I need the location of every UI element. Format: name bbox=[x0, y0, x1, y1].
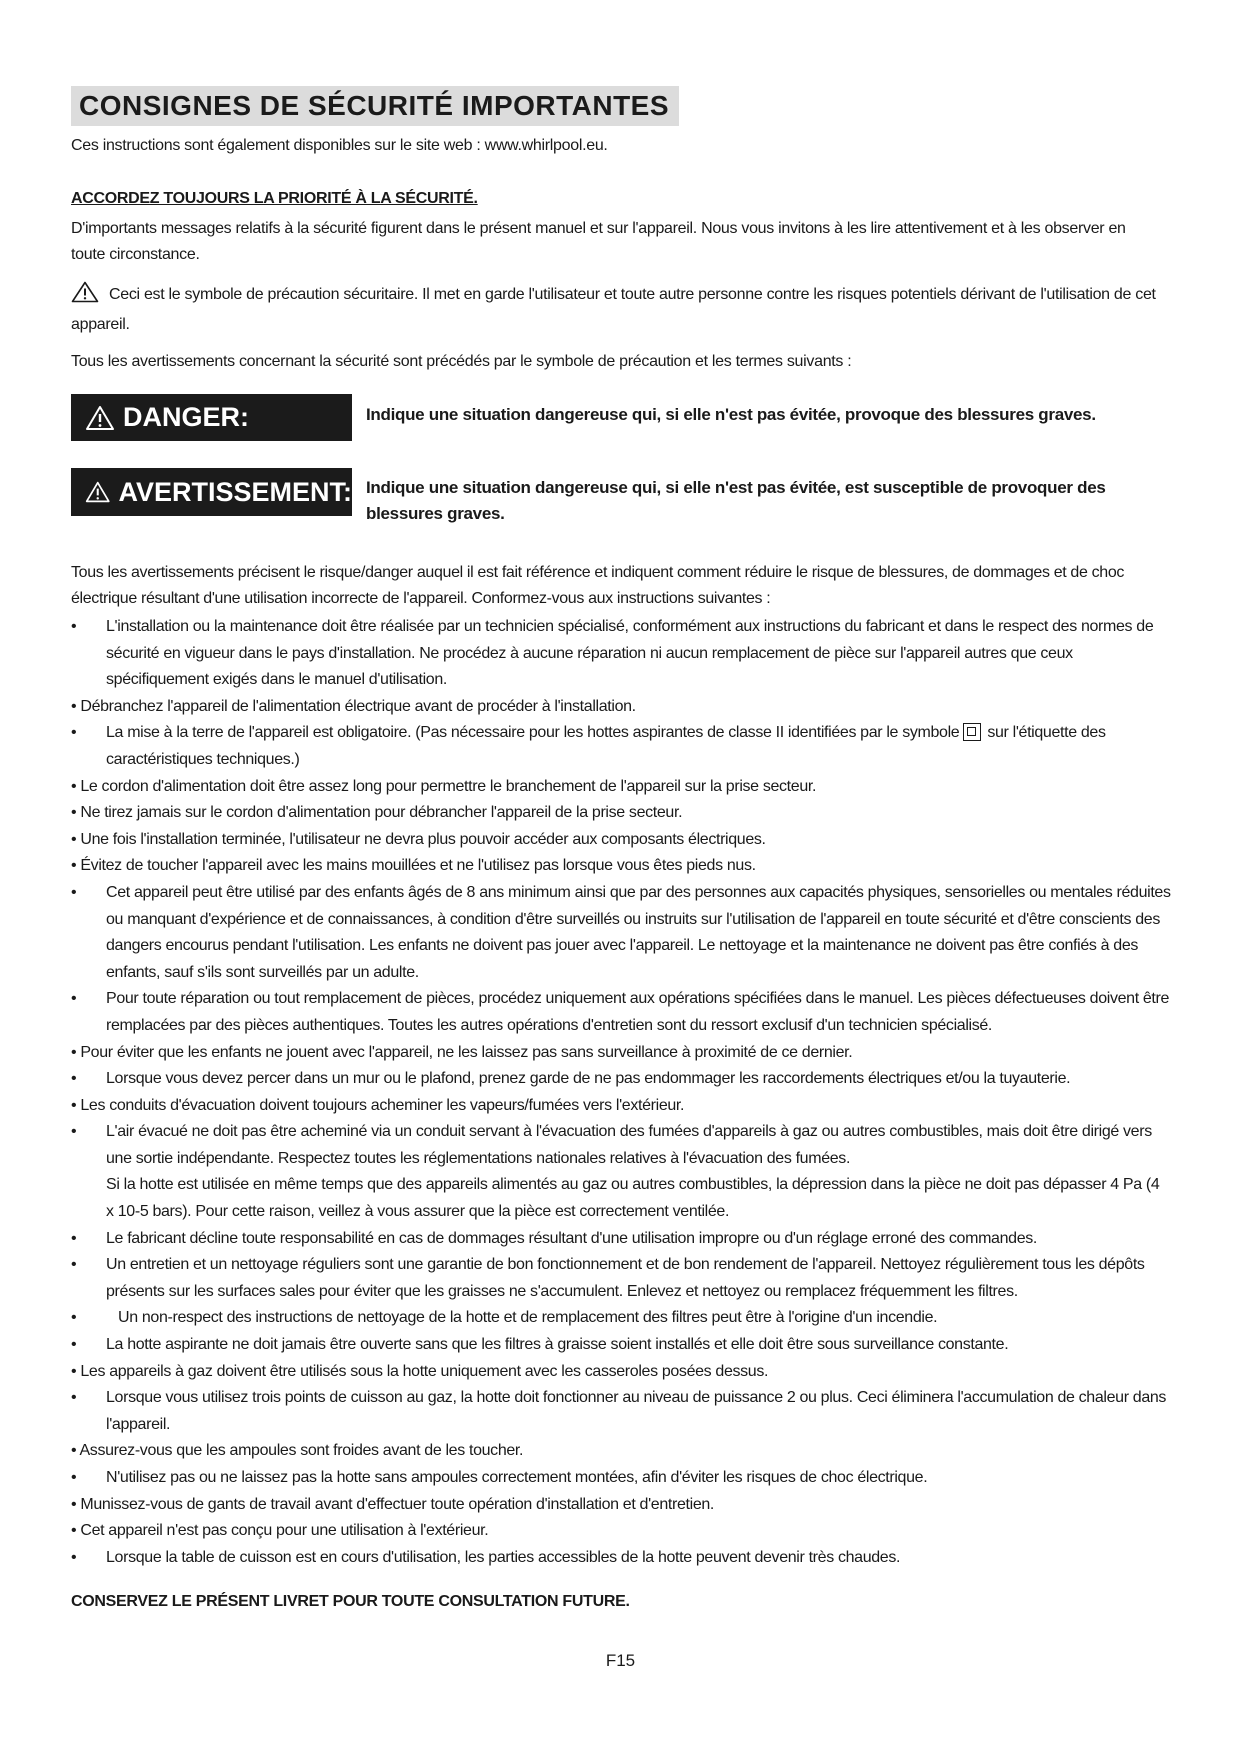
list-item-text: Si la hotte est utilisée en même temps que des appareils alimentés au gaz ou autres combustibles, la dépression dans la pièce ne doit pas dépasser 4 Pa (4 x 10-5 bars). Pour cette raison, veillez à vous assurer que la pièce est correctement ventilée. bbox=[106, 1176, 1160, 1221]
list-item bbox=[71, 720, 1171, 773]
list-item: • Le cordon d'alimentation doit être assez long pour permettre le branchement de l'appareil sur la prise secteur. bbox=[71, 774, 1171, 801]
safety-instructions-list bbox=[71, 614, 1171, 1571]
danger-description: Indique une situation dangereuse qui, si elle n'est pas évitée, provoque des blessures graves. bbox=[366, 405, 1096, 424]
all-warnings-paragraph: Tous les avertissements précisent le risque/danger auquel il est fait référence et indiquent comment réduire le risque de blessures, de dommages et de choc électrique résultant d'une utilisation incorrecte de l'appareil. Conformez-vous aux instructions suivantes : bbox=[71, 564, 1125, 607]
list-item bbox=[71, 1119, 1171, 1225]
list-item: • Assurez-vous que les ampoules sont froides avant de les toucher. bbox=[71, 1438, 1171, 1465]
warnings-intro: Tous les avertissements concernant la sécurité sont précédés par le symbole de précaution et les termes suivants : bbox=[71, 353, 852, 370]
list-item: • Lorsque vous utilisez trois points de cuisson au gaz, la hotte doit fonctionner au niveau de puissance 2 ou plus. Ceci éliminera l'accumulation de chaleur dans l'appareil. bbox=[71, 1385, 1171, 1438]
page-number: F15 bbox=[605, 1651, 636, 1670]
intro-text: Ces instructions sont également disponibles sur le site web : www.whirlpool.eu. bbox=[71, 137, 608, 154]
list-item: • Lorsque la table de cuisson est en cours d'utilisation, les parties accessibles de la hotte peuvent devenir très chaudes. bbox=[71, 1545, 1171, 1572]
list-item: • Débranchez l'appareil de l'alimentation électrique avant de procéder à l'installation. bbox=[71, 694, 1171, 721]
warning-label-box bbox=[71, 468, 352, 516]
messages-paragraph: D'importants messages relatifs à la sécurité figurent dans le présent manuel et sur l'appareil. Nous vous invitons à les lire attentivement et à les observer en toute circonstance. bbox=[71, 220, 1126, 263]
list-item: • Un entretien et un nettoyage réguliers sont une garantie de bon fonctionnement et de bon rendement de l'appareil. Nettoyez régulièrement tous les dépôts présents sur les surfaces sales pour éviter que les graisses ne s'accumulent. Enlevez et nettoyez ou remplacez fréquemment les filtres. bbox=[71, 1252, 1171, 1305]
warning-label: AVERTISSEMENT: bbox=[118, 476, 352, 507]
warning-triangle-icon bbox=[71, 281, 99, 312]
list-item-text: La mise à la terre de l'appareil est obligatoire. (Pas nécessaire pour les hottes aspirantes de classe II identifiées par le symbole bbox=[106, 724, 960, 742]
list-item-text: sur l'étiquette des caractéristiques techniques.) bbox=[106, 724, 1106, 768]
symbol-paragraph bbox=[71, 281, 1161, 338]
list-item: • Ne tirez jamais sur le cordon d'alimentation pour débrancher l'appareil de la prise secteur. bbox=[71, 800, 1171, 827]
list-item: • N'utilisez pas ou ne laissez pas la hotte sans ampoules correctement montées, afin d'éviter les risques de choc électrique. bbox=[71, 1465, 1171, 1492]
danger-label-box bbox=[71, 394, 352, 441]
list-item-text: • L'air évacué ne doit pas être acheminé via un conduit servant à l'évacuation des fumées d'appareils à gaz ou autres combustibles, mais doit être dirigé vers une sortie indépendante. Respectez toutes les réglementations nationales relatives à l'évacuation des fumées. bbox=[106, 1123, 1152, 1167]
list-item: • Cet appareil peut être utilisé par des enfants âgés de 8 ans minimum ainsi que par des personnes aux capacités physiques, sensorielles ou mentales réduites ou manquant d'expérience et de connaissances, à condition d'être surveillés ou instruits sur l'utilisation de l'appareil en toute sécurité et d'être conscients des dangers encourus pendant l'utilisation. Les enfants ne doivent pas jouer avec l'appareil. Le nettoyage et la maintenance ne doivent pas être confiés à des enfants, sauf s'ils sont surveillés par un adulte. bbox=[71, 880, 1171, 986]
symbol-text: Ceci est le symbole de précaution sécuritaire. Il met en garde l'utilisateur et toute autre personne contre les risques potentiels dérivant de l'utilisation de cet appareil. bbox=[71, 286, 1156, 333]
warning-triangle-icon bbox=[85, 479, 110, 505]
list-item: • Les appareils à gaz doivent être utilisés sous la hotte uniquement avec les casseroles posées dessus. bbox=[71, 1359, 1171, 1386]
list-item: • Pour toute réparation ou tout remplacement de pièces, procédez uniquement aux opérations spécifiées dans le manuel. Les pièces défectueuses doivent être remplacées par des pièces authentiques. Toutes les autres opérations d'entretien sont du ressort exclusif d'un technicien spécialisé. bbox=[71, 986, 1171, 1039]
class-ii-double-square-icon bbox=[963, 723, 981, 741]
list-item: • Les conduits d'évacuation doivent toujours acheminer les vapeurs/fumées vers l'extérieur. bbox=[71, 1093, 1171, 1120]
list-item: • Un non-respect des instructions de nettoyage de la hotte et de remplacement des filtres peut être à l'origine d'un incendie. bbox=[71, 1305, 1171, 1332]
list-item: • La hotte aspirante ne doit jamais être ouverte sans que les filtres à graisse soient installés et elle doit être sous surveillance constante. bbox=[71, 1332, 1171, 1359]
list-item: • L'installation ou la maintenance doit être réalisée par un technicien spécialisé, conformément aux instructions du fabricant et dans le respect des normes de sécurité en vigueur dans le pays d'installation. Ne procédez à aucune réparation ni aucun remplacement de pièce sur l'appareil autres que ceux spécifiquement exigés dans le manuel d'utilisation. bbox=[71, 614, 1171, 694]
list-item: • Une fois l'installation terminée, l'utilisateur ne devra plus pouvoir accéder aux composants électriques. bbox=[71, 827, 1171, 854]
list-item: • Le fabricant décline toute responsabilité en cas de dommages résultant d'une utilisation impropre ou d'un réglage erroné des commandes. bbox=[71, 1226, 1171, 1253]
list-item: • Lorsque vous devez percer dans un mur ou le plafond, prenez garde de ne pas endommager les raccordements électriques et/ou la tuyauterie. bbox=[71, 1066, 1171, 1093]
list-item: • Pour éviter que les enfants ne jouent avec l'appareil, ne les laissez pas sans surveillance à proximité de ce dernier. bbox=[71, 1040, 1171, 1067]
danger-label: DANGER: bbox=[123, 402, 249, 432]
warning-triangle-icon bbox=[85, 405, 115, 431]
warning-description: Indique une situation dangereuse qui, si elle n'est pas évitée, est susceptible de provoquer des blessures graves. bbox=[366, 478, 1106, 523]
list-item: • Évitez de toucher l'appareil avec les mains mouillées et ne l'utilisez pas lorsque vous êtes pieds nus. bbox=[71, 853, 1171, 880]
priority-heading: ACCORDEZ TOUJOURS LA PRIORITÉ À LA SÉCURITÉ. bbox=[71, 190, 478, 207]
keep-booklet-note: CONSERVEZ LE PRÉSENT LIVRET POUR TOUTE CONSULTATION FUTURE. bbox=[71, 1593, 630, 1610]
page-title: CONSIGNES DE SÉCURITÉ IMPORTANTES bbox=[71, 86, 679, 126]
list-item: • Munissez-vous de gants de travail avant d'effectuer toute opération d'installation et d'entretien. bbox=[71, 1492, 1171, 1519]
list-item: • Cet appareil n'est pas conçu pour une utilisation à l'extérieur. bbox=[71, 1518, 1171, 1545]
